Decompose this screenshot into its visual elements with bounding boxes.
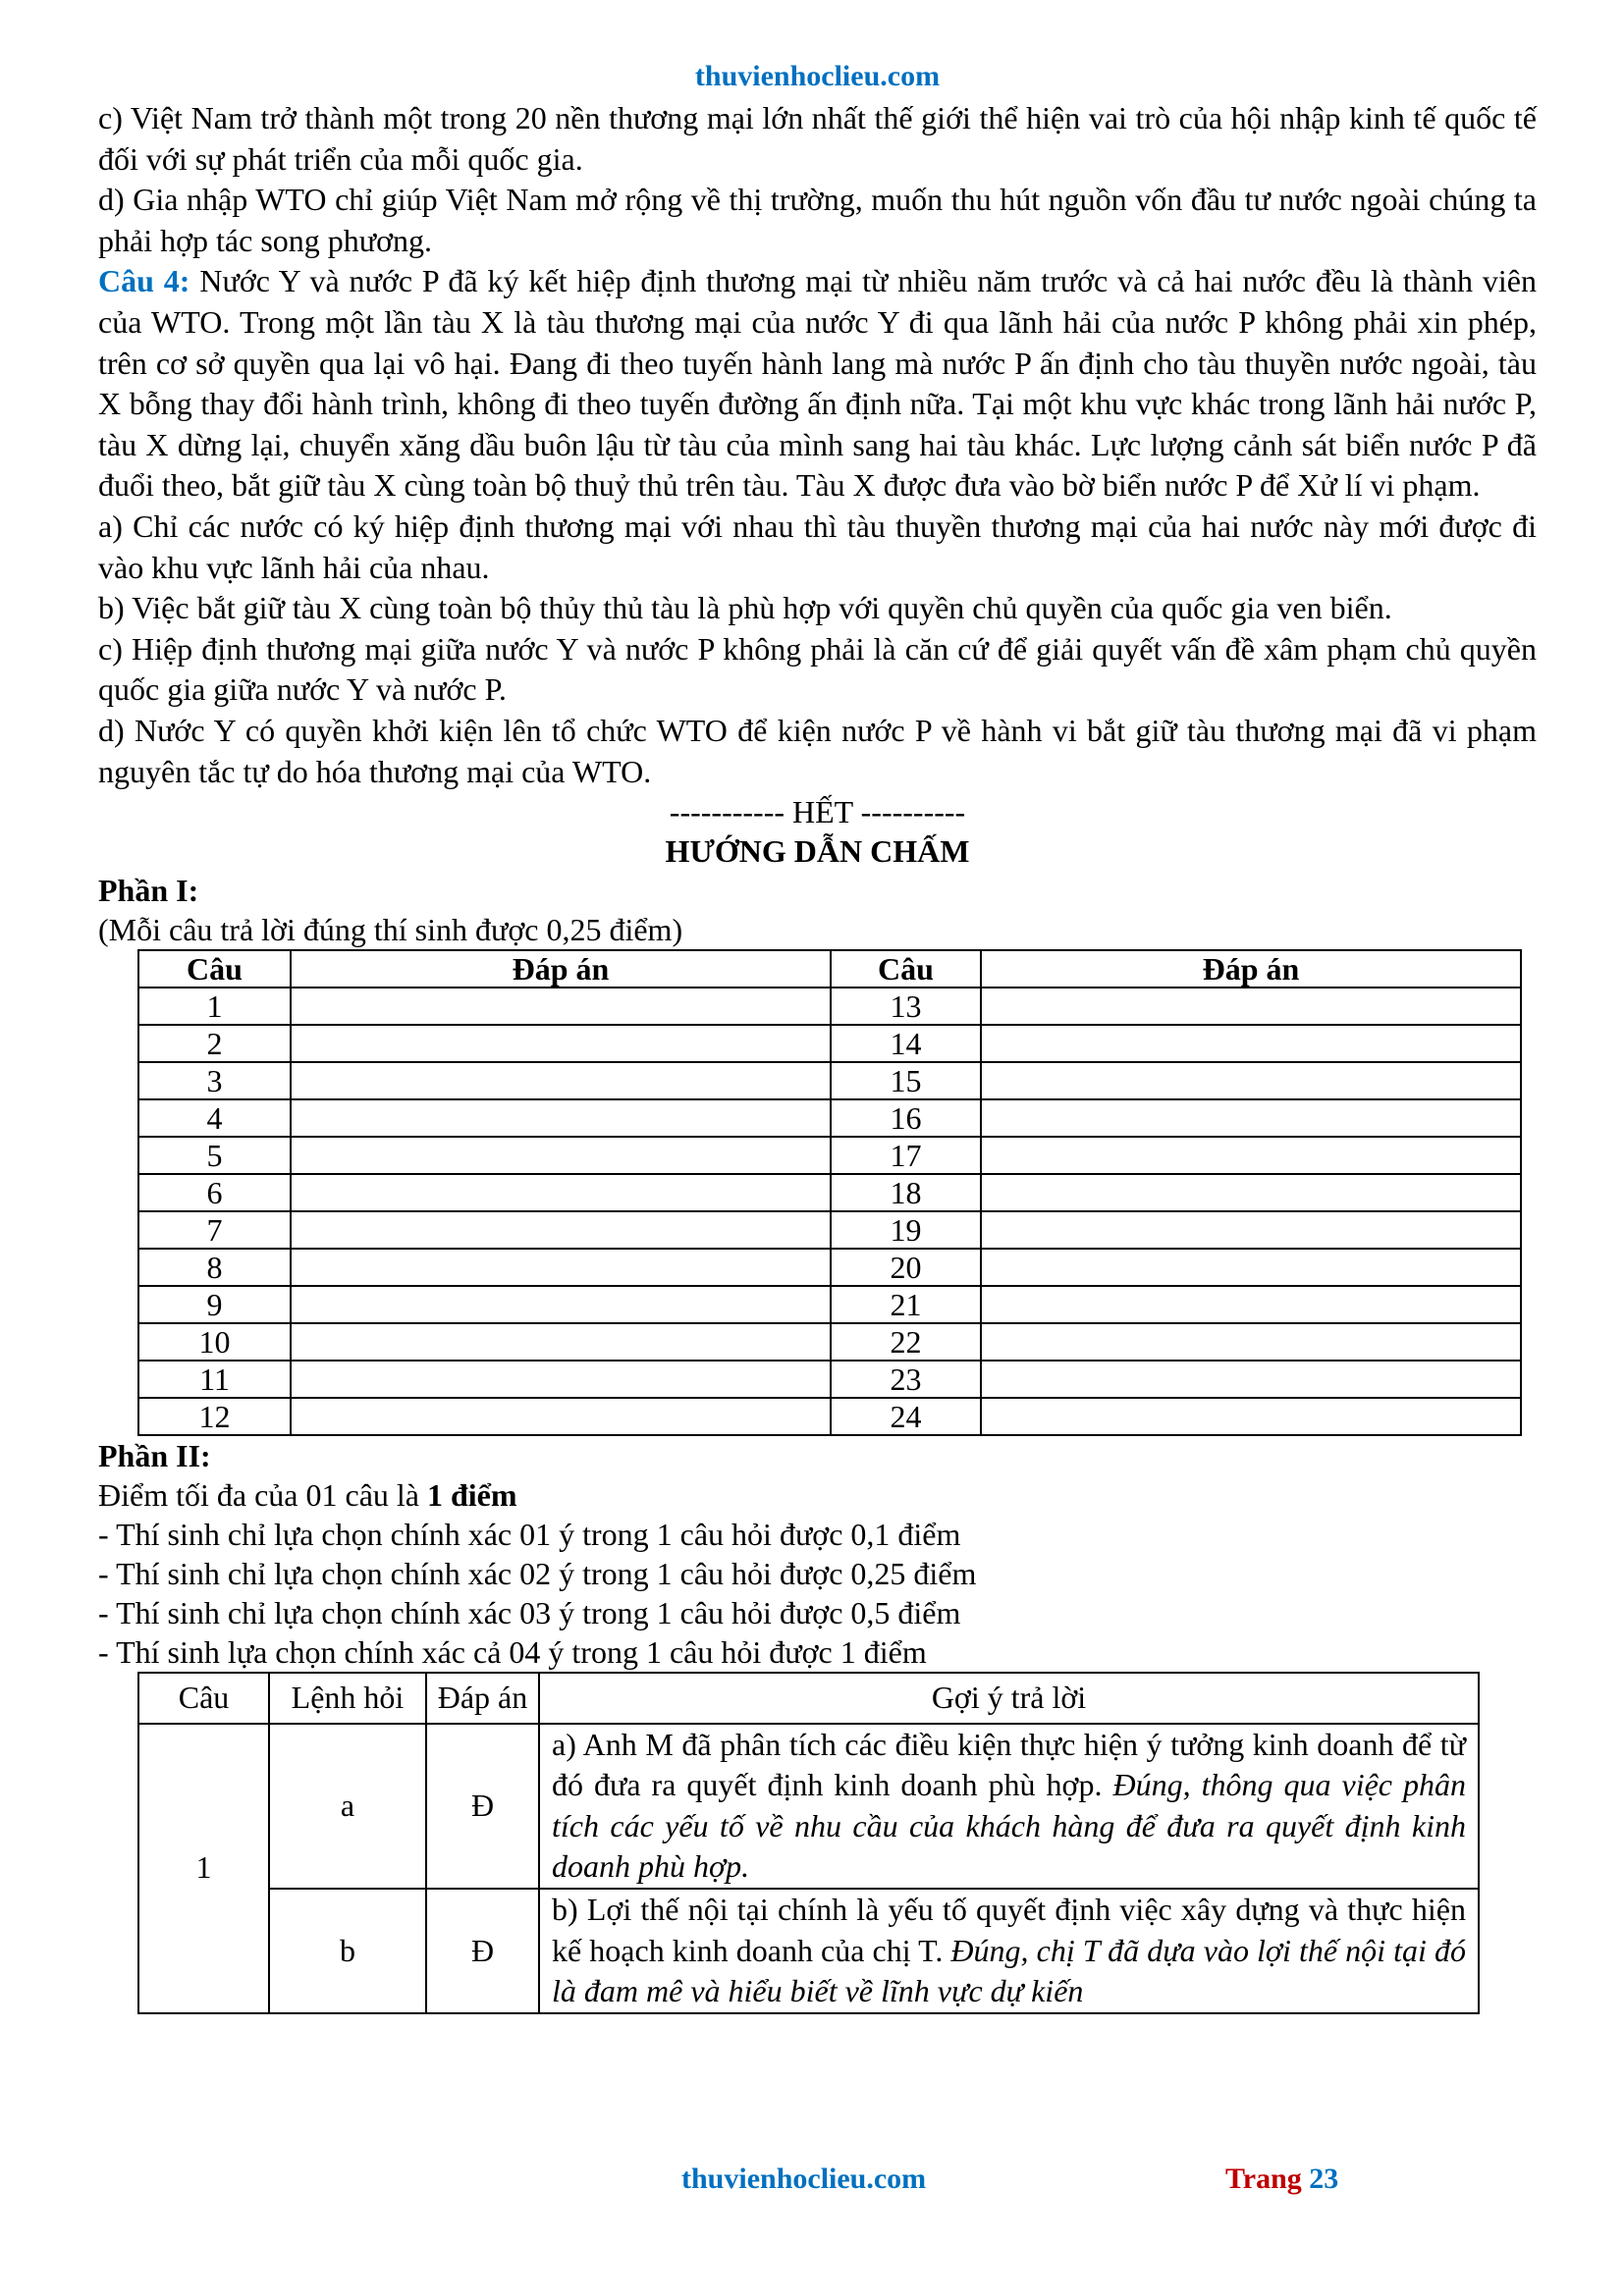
hint-explanation: Đúng, chị T đã dựa vào lợi thế nội tại đó là đam mê và hiểu biết về lĩnh vực dự kiến (552, 1932, 1467, 2009)
end-marker: ----------- HẾT ---------- (669, 794, 966, 830)
table-row (138, 1099, 1521, 1137)
cell-dap-an (981, 1361, 1521, 1398)
cell-cau: 16 (831, 1099, 981, 1137)
question-4-option-b: b) Việc bắt giữ tàu X cùng toàn bộ thủy thủ tàu là phù hợp với quyền chủ quyền của quốc gia ven biển. (98, 590, 1392, 626)
cell-cau: 2 (138, 1025, 291, 1062)
part2-max-value: 1 điểm (426, 1477, 517, 1514)
cell-dap-an (981, 988, 1521, 1025)
cell-dap-an (981, 1099, 1521, 1137)
cell-cau: 3 (138, 1062, 291, 1099)
table-row (138, 1398, 1521, 1435)
part1-answer-table (137, 949, 1522, 1436)
cell-cau: 10 (138, 1323, 291, 1361)
cell-cau: 18 (831, 1174, 981, 1211)
cell-cau: 21 (831, 1286, 981, 1323)
part2-max-prefix: Điểm tối đa của 01 câu là (98, 1477, 427, 1514)
table-row (138, 1137, 1521, 1174)
cell-cau: 17 (831, 1137, 981, 1174)
cell-lenh-hoi: b (269, 1889, 426, 2013)
question-4-text: Nước Y và nước P đã ký kết hiệp định thương mại từ nhiều năm trước và cả hai nước đều là thành viên của WTO. Trong một lần tàu X là tàu thương mại của nước Y đi qua lãnh hải của nước P không phải xin phép, trên cơ sở quyền qua lại vô hại. Đang đi theo tuyến hành lang mà nước P ấn định cho tàu thuyền nước ngoài, tàu X bỗng thay đổi hành trình, không đi theo tuyến đường ấn định nữa. Tại một khu vực khác trong lãnh hải nước P, tàu X dừng lại, chuyển xăng dầu buôn lậu từ tàu của mình sang hai tàu khác. Lực lượng cảnh sát biển nước P đã đuổi theo, bắt giữ tàu X cùng toàn bộ thuỷ thủ trên tàu. Tàu X được đưa vào bờ biển nước P để Xử lí vi phạm. (98, 263, 1538, 504)
table-row (138, 1062, 1521, 1099)
header-cau: Câu (831, 950, 981, 988)
cell-cau: 1 (138, 988, 291, 1025)
cell-cau: 19 (831, 1211, 981, 1249)
cell-dap-an (981, 1137, 1521, 1174)
cell-lenh-hoi: a (269, 1724, 426, 1889)
cell-dap-an (981, 1249, 1521, 1286)
cell-dap-an (291, 1211, 831, 1249)
cell-dap-an (981, 1323, 1521, 1361)
cell-dap-an: Đ (426, 1889, 539, 2013)
cell-cau: 12 (138, 1398, 291, 1435)
cell-dap-an (291, 1286, 831, 1323)
question-4-label: Câu 4: (98, 263, 190, 299)
table-row (138, 1286, 1521, 1323)
table-row (138, 988, 1521, 1025)
prev-option-d: d) Gia nhập WTO chỉ giúp Việt Nam mở rộng về thị trường, muốn thu hút nguồn vốn đầu tư nước ngoài chúng ta phải hợp tác song phương. (98, 182, 1537, 258)
cell-goi-y (539, 1724, 1479, 1889)
hint-statement: a) Anh M đã phân tích các điều kiện thực hiện ý tưởng kinh doanh để từ đó đưa ra quyết định kinh doanh phù hợp. (552, 1726, 1466, 1803)
part2-rule: - Thí sinh chỉ lựa chọn chính xác 01 ý trong 1 câu hỏi được 0,1 điểm (98, 1517, 961, 1553)
question-4 (98, 261, 1537, 507)
cell-dap-an (291, 1137, 831, 1174)
document-page (98, 57, 1537, 2014)
table-row (138, 1025, 1521, 1062)
part2-title: Phần II: (98, 1438, 211, 1474)
cell-dap-an (291, 988, 831, 1025)
cell-dap-an (981, 1211, 1521, 1249)
cell-cau: 8 (138, 1249, 291, 1286)
cell-cau: 24 (831, 1398, 981, 1435)
part2-max-score (98, 1475, 1537, 1515)
cell-dap-an (291, 1174, 831, 1211)
cell-dap-an (981, 1025, 1521, 1062)
cell-dap-an (981, 1062, 1521, 1099)
header-lenh-hoi: Lệnh hỏi (269, 1673, 426, 1724)
part1-title: Phần I: (98, 873, 199, 909)
page-label: Trang (1225, 2163, 1310, 2195)
cell-dap-an (291, 1249, 831, 1286)
table-row (138, 1889, 1479, 2013)
cell-dap-an (981, 1286, 1521, 1323)
table-row (138, 1174, 1521, 1211)
table-row (138, 1211, 1521, 1249)
header-goi-y: Gợi ý trả lời (539, 1673, 1479, 1724)
cell-cau: 11 (138, 1361, 291, 1398)
part2-rule: - Thí sinh lựa chọn chính xác cả 04 ý trong 1 câu hỏi được 1 điểm (98, 1634, 927, 1671)
cell-cau: 6 (138, 1174, 291, 1211)
cell-cau: 22 (831, 1323, 981, 1361)
guide-title: HƯỚNG DẪN CHẤM (665, 833, 970, 870)
header-dap-an: Đáp án (426, 1673, 539, 1724)
part1-header-row (138, 950, 1521, 988)
page-number: 23 (1309, 2163, 1339, 2195)
table-row (138, 1323, 1521, 1361)
header-site-link[interactable]: thuvienhoclieu.com (694, 60, 941, 92)
hint-statement: b) Lợi thế nội tại chính là yếu tố quyết định việc xây dựng và thực hiện kế hoạch kinh doanh của chị T. (552, 1892, 1466, 1968)
footer-site-link[interactable]: thuvienhoclieu.com (681, 2163, 927, 2195)
cell-dap-an (981, 1174, 1521, 1211)
part2-rule: - Thí sinh chỉ lựa chọn chính xác 03 ý trong 1 câu hỏi được 0,5 điểm (98, 1595, 961, 1631)
cell-cau: 5 (138, 1137, 291, 1174)
prev-option-c: c) Việt Nam trở thành một trong 20 nền thương mại lớn nhất thế giới thể hiện vai trò của hội nhập kinh tế quốc tế đối với sự phát triển của mỗi quốc gia. (98, 100, 1537, 177)
cell-cau: 4 (138, 1099, 291, 1137)
cell-cau: 9 (138, 1286, 291, 1323)
cell-cau: 14 (831, 1025, 981, 1062)
part2-guide-table (137, 1672, 1480, 2014)
cell-cau: 13 (831, 988, 981, 1025)
part1-note: (Mỗi câu trả lời đúng thí sinh được 0,25 điểm) (98, 912, 683, 948)
header-cau: Câu (138, 1673, 269, 1724)
footer-page-number (1225, 2160, 1338, 2199)
header-dap-an: Đáp án (981, 950, 1521, 988)
cell-dap-an (291, 1323, 831, 1361)
cell-dap-an (291, 1099, 831, 1137)
cell-goi-y (539, 1889, 1479, 2013)
cell-dap-an (291, 1398, 831, 1435)
header-dap-an: Đáp án (291, 950, 831, 988)
part2-rule: - Thí sinh chỉ lựa chọn chính xác 02 ý trong 1 câu hỏi được 0,25 điểm (98, 1556, 977, 1592)
cell-cau: 7 (138, 1211, 291, 1249)
cell-dap-an (291, 1361, 831, 1398)
table-row (138, 1249, 1521, 1286)
cell-cau: 20 (831, 1249, 981, 1286)
cell-dap-an (981, 1398, 1521, 1435)
question-4-option-d: d) Nước Y có quyền khởi kiện lên tổ chức WTO để kiện nước P về hành vi bắt giữ tàu thương mại đã vi phạm nguyên tắc tự do hóa thương mại của WTO. (98, 712, 1537, 789)
header-cau: Câu (138, 950, 291, 988)
table-row (138, 1724, 1479, 1889)
cell-dap-an (291, 1025, 831, 1062)
cell-cau: 1 (138, 1724, 269, 2013)
question-4-option-a: a) Chỉ các nước có ký hiệp định thương mại với nhau thì tàu thuyền thương mại của hai nước này mới được đi vào khu vực lãnh hải của nhau. (98, 507, 1537, 585)
table-row (138, 1361, 1521, 1398)
cell-dap-an: Đ (426, 1724, 539, 1889)
cell-dap-an (291, 1062, 831, 1099)
part2-header-row (138, 1673, 1479, 1724)
question-4-option-c: c) Hiệp định thương mại giữa nước Y và nước P không phải là căn cứ để giải quyết vấn đề xâm phạm chủ quyền quốc gia giữa nước Y và nước P. (98, 630, 1537, 708)
cell-cau: 15 (831, 1062, 981, 1099)
cell-cau: 23 (831, 1361, 981, 1398)
hint-explanation: Đúng, thông qua việc phân tích các yếu tố về nhu cầu của khách hàng để đưa ra quyết định kinh doanh phù hợp. (552, 1767, 1467, 1885)
